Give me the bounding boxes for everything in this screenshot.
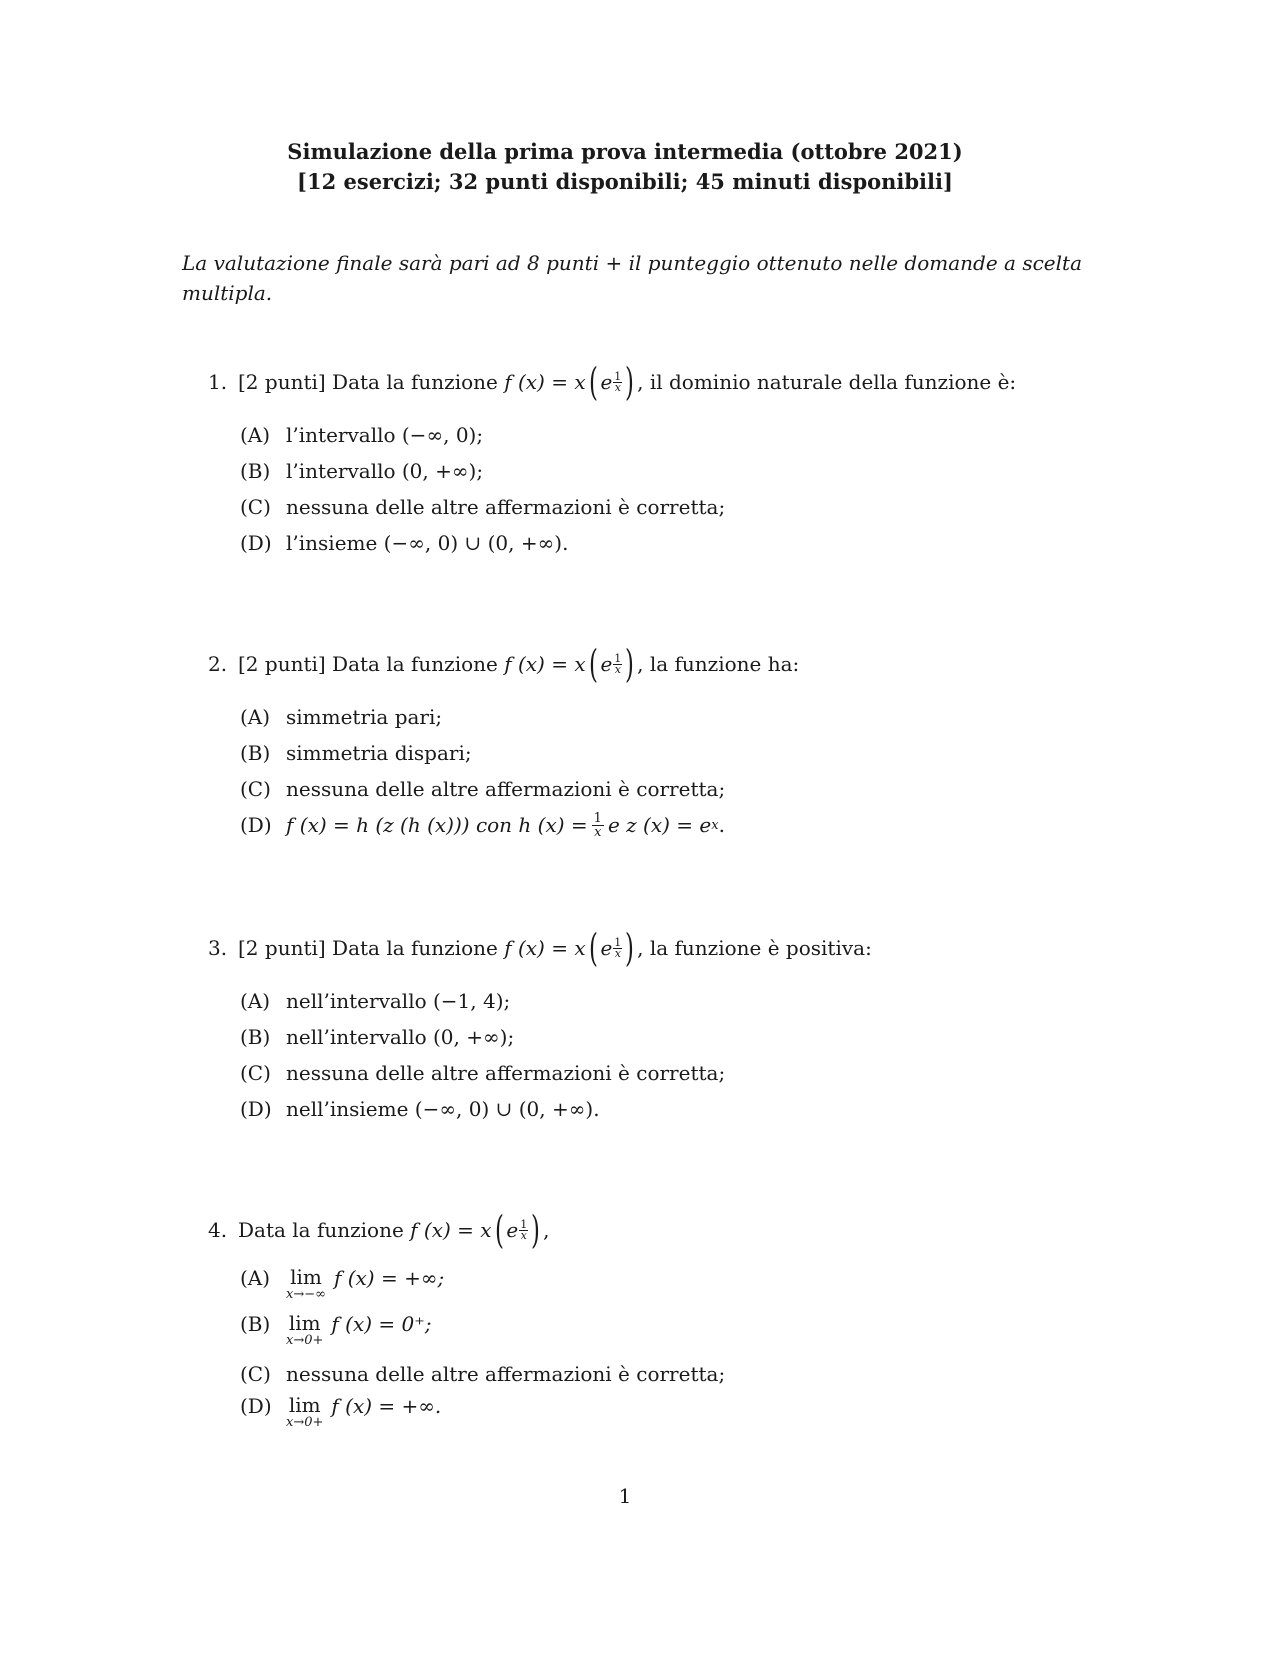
option-3b: (B) nell’intervallo (0, +∞); bbox=[240, 1025, 515, 1049]
title-line-2: [12 esercizi; 32 punti disponibili; 45 minuti disponibili] bbox=[297, 169, 953, 194]
title-line-1: Simulazione della prima prova intermedia (ottobre 2021) bbox=[287, 139, 963, 164]
option-2d: (D) f (x) = h (z (h (x))) con h (x) = $\frac{1}{x}$ e z (x) = e x . bbox=[240, 810, 725, 840]
question-3-options bbox=[240, 983, 725, 1127]
question-4: 4. Data la funzione f (x) = x ( e $\frac{1}{x}$ ) , bbox=[208, 1208, 550, 1252]
page-number: 1 bbox=[618, 1484, 632, 1508]
question-1: 1. [2 punti] Data la funzione f (x) = x ( e $\frac{1}{x}$ ) , il dominio naturale della funzione è: bbox=[208, 360, 1017, 404]
option-1d: (D) l’insieme (−∞, 0) ∪ (0, +∞). bbox=[240, 531, 569, 555]
option-2b: (B) simmetria dispari; bbox=[240, 741, 472, 765]
option-4b: (B) lim x→0+ f (x) = 0⁺; bbox=[240, 1311, 432, 1348]
option-1b: (B) l’intervallo (0, +∞); bbox=[240, 459, 484, 483]
question-4-options bbox=[240, 1264, 725, 1438]
question-1-options bbox=[240, 417, 725, 561]
option-3d: (D) nell’insieme (−∞, 0) ∪ (0, +∞). bbox=[240, 1097, 600, 1121]
option-4d: (D) lim x→0+ f (x) = +∞. bbox=[240, 1393, 442, 1430]
question-2: 2. [2 punti] Data la funzione f (x) = x ( e $\frac{1}{x}$ ) , la funzione ha: bbox=[208, 642, 800, 686]
option-3c: (C) nessuna delle altre affermazioni è corretta; bbox=[240, 1061, 726, 1085]
option-1c: (C) nessuna delle altre affermazioni è corretta; bbox=[240, 495, 726, 519]
intro-paragraph: La valutazione finale sarà pari ad 8 punti + il punteggio ottenuto nelle domande a scelta multipla. bbox=[182, 251, 1082, 305]
option-3a: (A) nell’intervallo (−1, 4); bbox=[240, 989, 511, 1013]
question-3: 3. [2 punti] Data la funzione f (x) = x ( e $\frac{1}{x}$ ) , la funzione è positiva: bbox=[208, 926, 872, 970]
option-4a: (A) lim x→−∞ f (x) = +∞; bbox=[240, 1265, 445, 1302]
option-2a: (A) simmetria pari; bbox=[240, 705, 443, 729]
option-2c: (C) nessuna delle altre affermazioni è corretta; bbox=[240, 777, 726, 801]
function-lhs: f (x) = x bbox=[504, 370, 586, 394]
option-4c: (C) nessuna delle altre affermazioni è corretta; bbox=[240, 1362, 726, 1386]
option-1a: (A) l’intervallo (−∞, 0); bbox=[240, 423, 484, 447]
question-2-options bbox=[240, 699, 725, 843]
